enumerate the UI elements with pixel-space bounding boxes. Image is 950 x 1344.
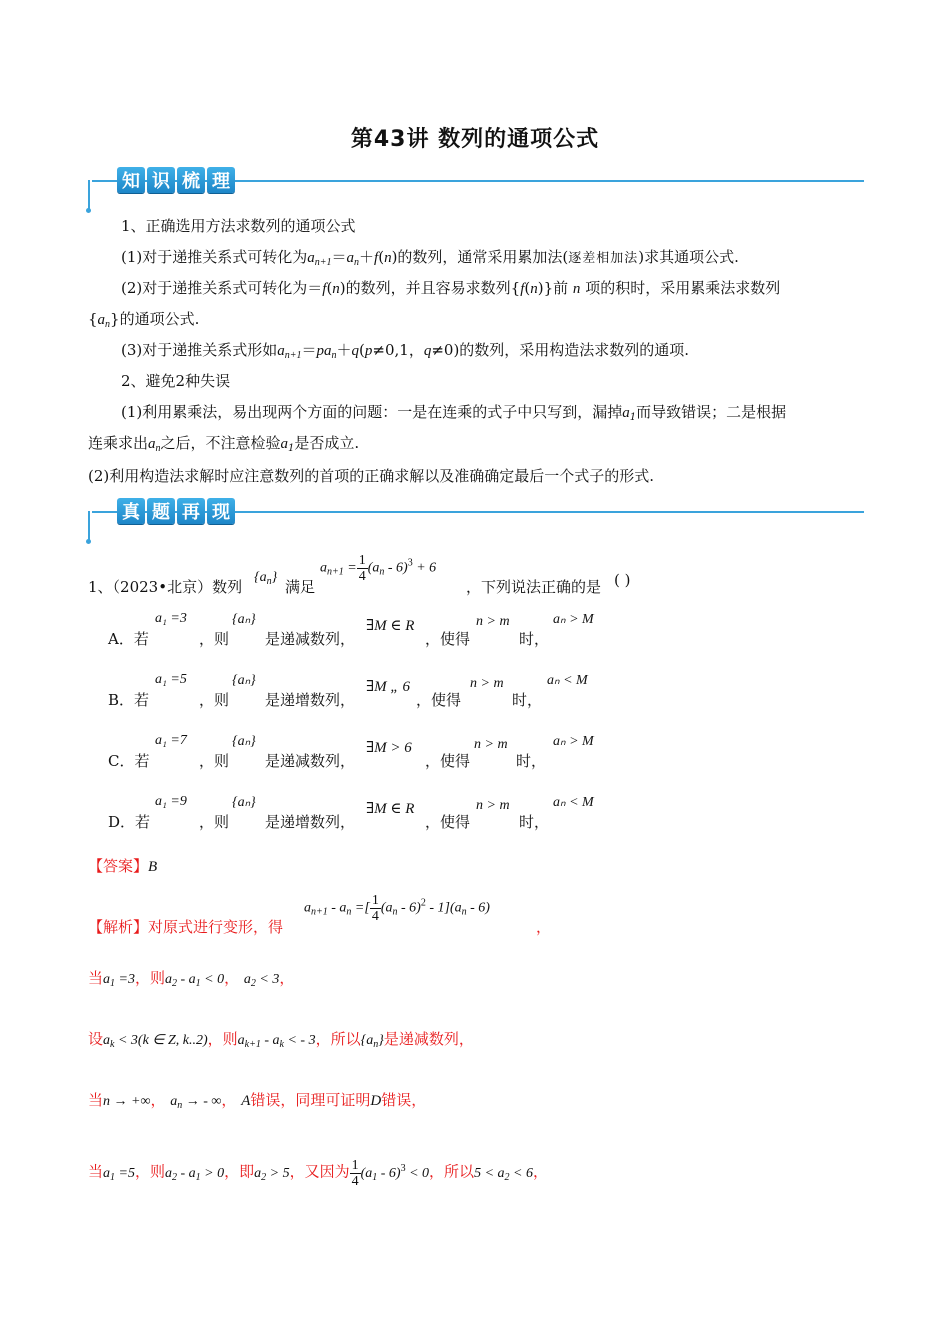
summary-paragraph-4-cont: 连乘求出$a_n$之后，不注意检验$a_1$是否成立. bbox=[88, 434, 360, 454]
question-seq: $\{a_n\}$ bbox=[254, 570, 278, 587]
option-n: n > m bbox=[470, 676, 504, 691]
option-res: aₙ > M bbox=[553, 734, 594, 749]
summary-paragraph-1: (1)对于递推关系式可转化为$a_{n+1}=a_n+f(n)$的数列，通常采用累加法(逐差相加法)求其通项公式. bbox=[121, 248, 739, 268]
option-make: ，使得 bbox=[425, 813, 471, 831]
question-answer-paren: ( ) bbox=[614, 571, 631, 589]
option-when: 时， bbox=[516, 752, 547, 770]
option-make: ，使得 bbox=[425, 752, 471, 770]
question-stem-c: ，下列说法正确的是 bbox=[466, 578, 602, 596]
analysis-line-4: 当n → +∞， $a_n$ → - ∞， A错误，同理可证明D错误， bbox=[88, 1091, 427, 1111]
analysis-label-line: 【解析】对原式进行变形，得 bbox=[88, 918, 284, 936]
option-seq: {aₙ} bbox=[232, 673, 256, 688]
option-seq: {aₙ} bbox=[232, 795, 256, 810]
option-letter: A．若 bbox=[108, 630, 149, 648]
answer-label: 【答案】 bbox=[88, 857, 149, 875]
option-when: 时， bbox=[519, 630, 550, 648]
banner-tile: 真 bbox=[117, 498, 145, 524]
option-then: ，则 bbox=[199, 630, 230, 648]
banner-tile: 识 bbox=[147, 167, 175, 193]
banner-tile: 题 bbox=[147, 498, 175, 524]
option-letter: D．若 bbox=[108, 813, 151, 831]
option-exist: ∃M ∈ R bbox=[366, 801, 415, 817]
option-mono: 是递增数列， bbox=[265, 691, 356, 709]
summary-paragraph-3: (3)对于递推关系式形如$a_{n+1}=pa_n+q(p\ne 0,1$，q≠0)的数列，采用构造法求数列的通项. bbox=[121, 341, 690, 361]
analysis-line-2: 当$a_1 =3$，则$a_2 - a_1 < 0$， $a_2 < 3$， bbox=[88, 969, 295, 989]
summary-heading-2: 2、避免2种失误 bbox=[121, 372, 231, 390]
analysis-line-5: 当$a_1 =5$，则$a_2 - a_1 > 0$，即$a_2 > 5$，又因为 $\frac{1}{4}$ $(a_1 - 6)^3 < 0$，所以$5 < a_2 < 6$， bbox=[88, 1158, 548, 1189]
banner-tile: 梳 bbox=[177, 167, 205, 193]
banner-tile: 再 bbox=[177, 498, 205, 524]
option-when: 时， bbox=[519, 813, 550, 831]
option-letter: C．若 bbox=[108, 752, 150, 770]
summary-paragraph-4: (1)利用累乘法，易出现两个方面的问题：一是在连乘的式子中只写到，漏掉$a_1$而导致错误；二是根据 bbox=[121, 403, 787, 423]
answer-line bbox=[88, 856, 157, 877]
option-then: ，则 bbox=[199, 752, 230, 770]
option-cond: a₁ =3 bbox=[155, 611, 187, 626]
option-n: n > m bbox=[474, 737, 508, 752]
question-stem-b: 满足 bbox=[285, 578, 316, 596]
option-mono: 是递减数列， bbox=[265, 752, 356, 770]
banner-tile: 知 bbox=[117, 167, 145, 193]
option-res: aₙ > M bbox=[553, 612, 594, 627]
summary-paragraph-2-cont: $\{a_n\}$的通项公式. bbox=[88, 310, 200, 330]
option-exist: ∃M > 6 bbox=[366, 740, 412, 756]
option-exist: ∃M „ 6 bbox=[366, 679, 410, 695]
option-n: n > m bbox=[476, 614, 510, 629]
option-seq: {aₙ} bbox=[232, 612, 256, 627]
option-when: 时， bbox=[512, 691, 543, 709]
option-n: n > m bbox=[476, 798, 510, 813]
option-make: ，使得 bbox=[416, 691, 462, 709]
option-seq: {aₙ} bbox=[232, 734, 256, 749]
option-res: aₙ < M bbox=[547, 673, 588, 688]
option-then: ，则 bbox=[199, 813, 230, 831]
banner-tile: 现 bbox=[207, 498, 235, 524]
summary-paragraph-5: (2)利用构造法求解时应注意数列的首项的正确求解以及准确确定最后一个式子的形式. bbox=[88, 467, 655, 485]
summary-paragraph-2: (2)对于递推关系式可转化为＝f(n)的数列，并且容易求数列{f(n)}前 n 项的积时，采用累乘法求数列 bbox=[121, 279, 781, 297]
option-mono: 是递增数列， bbox=[265, 813, 356, 831]
summary-heading-1: 1、正确选用方法求数列的通项公式 bbox=[121, 217, 356, 235]
option-cond: a₁ =9 bbox=[155, 794, 187, 809]
banner-tile: 理 bbox=[207, 167, 235, 193]
option-make: ，使得 bbox=[425, 630, 471, 648]
analysis-line-3: 设$a_k < 3(k$ ∈ Z, k..2)，则$a_{k+1} - a_k$ < - 3，所以$\{a_n\}$是递减数列， bbox=[88, 1030, 474, 1050]
page-title: 第43讲 数列的通项公式 bbox=[350, 127, 600, 152]
option-res: aₙ < M bbox=[553, 795, 594, 810]
question-stem-a: 1、（2023•北京）数列 bbox=[88, 578, 243, 596]
option-cond: a₁ =7 bbox=[155, 733, 187, 748]
option-letter: B．若 bbox=[108, 691, 150, 709]
option-exist: ∃M ∈ R bbox=[366, 618, 415, 634]
question-recurrence: $a_{n+1}$ = $\frac{1}{4}$ $(a_n - 6)^3 + 6$ bbox=[320, 553, 437, 584]
option-then: ，则 bbox=[199, 691, 230, 709]
analysis-comma: ， bbox=[536, 918, 552, 936]
option-cond: a₁ =5 bbox=[155, 672, 187, 687]
option-mono: 是递减数列， bbox=[265, 630, 356, 648]
answer-value: B bbox=[148, 859, 158, 875]
analysis-formula-1: $a_{n+1} - a_n$ =[ $\frac{1}{4}$ $(a_n - 6)^2 - 1](a_n - 6)$ bbox=[304, 893, 490, 924]
